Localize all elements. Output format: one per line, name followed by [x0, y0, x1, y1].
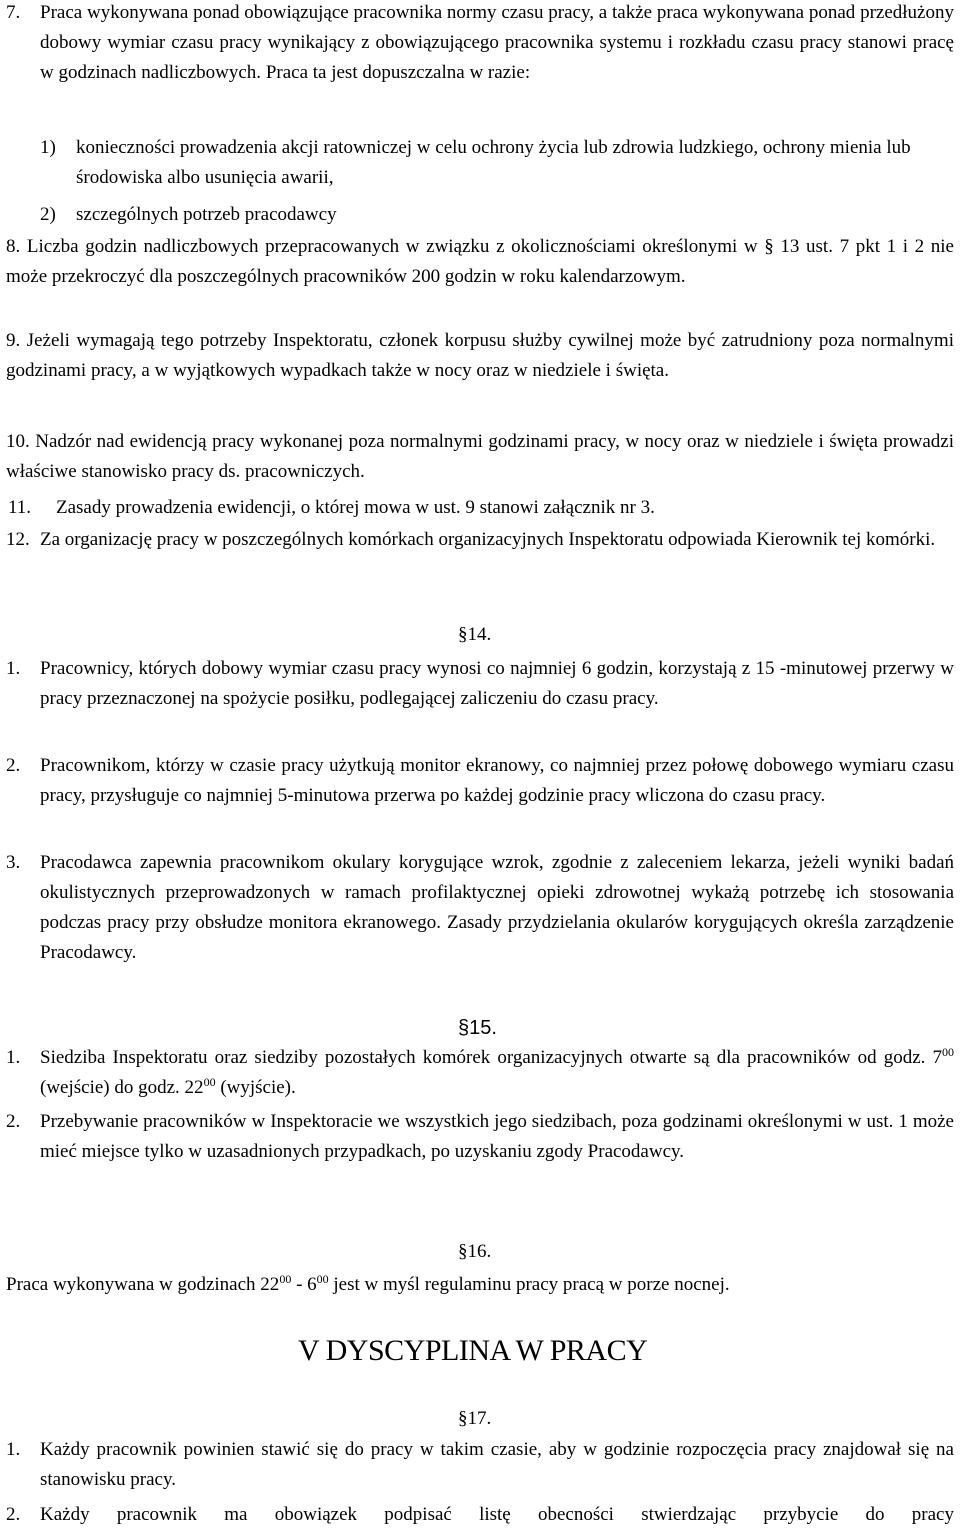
- section-15-item-1: 1. Siedziba Inspektoratu oraz siedziby pozostałych komórek organizacyjnych otwarte są dla pracowników od godz. $7^{00}$ (wejście) do godz. $22^{00}$ (wyjście).: [6, 1045, 954, 1098]
- paragraph-8: 8. Liczba godzin nadliczbowych przepracowanych w związku z okolicznościami określonymi w § 13 ust. 7 pkt 1 i 2 nie może przekroczyć dla poszczególnych pracowników 200 godzin w roku kalendarzowym.: [6, 236, 954, 287]
- paragraph-10: 10. Nadzór nad ewidencją pracy wykonanej poza normalnymi godzinami pracy, w nocy oraz w niedziele i święta prowadzi właściwe stanowisko pracy ds. pracowniczych.: [6, 431, 954, 482]
- section-16-text: Praca wykonywana w godzinach $22^{00} - 6^{00}$ jest w myśl regulaminu pracy pracą w porze nocnej.: [6, 1272, 730, 1295]
- paragraph-7-number: 7.: [6, 2, 21, 23]
- paragraph-9: 9. Jeżeli wymagają tego potrzeby Inspektoratu, członek korpusu służby cywilnej może być zatrudniony poza normalnymi godzinami pracy, a w wyjątkowych wypadkach także w nocy oraz w niedziele i święta.: [6, 330, 954, 381]
- section-17-item-2: 2. Każdy pracownik ma obowiązek podpisać listę obecności stwierdzając przybycie do pracy: [6, 1504, 954, 1525]
- paragraph-7-continuation: Praca ta jest dopuszczalna w razie:: [265, 62, 531, 83]
- paragraph-7-item-1: 1) konieczności prowadzenia akcji ratowniczej w celu ochrony życia lub zdrowia ludzkiego, ochrony mienia lub środowiska albo usunięcia awarii,: [40, 137, 911, 188]
- section-14-item-1: 1. Pracownicy, których dobowy wymiar czasu pracy wynosi co najmniej 6 godzin, korzystają z 15 -minutowej przerwy w pracy przeznaczonej na spożycie posiłku, podlegającej zaliczeniu do czasu pracy.: [6, 658, 954, 709]
- paragraph-7: [6, 0, 954, 88]
- section-14-item-3: 3. Pracodawca zapewnia pracownikom okulary korygujące wzrok, zgodnie z zaleceniem lekarza, jeżeli wyniki badań okulistycznych przeprowadzonych w ramach profilaktycznej opieki zdrowotnej wykażą potrzebę ich stosowania podczas pracy przy obsłudze monitora ekranowego. Zasady przydzielania okularów korygujących określa zarządzenie Pracodawcy.: [6, 852, 954, 963]
- section-14-heading: §14.: [458, 624, 492, 645]
- section-15-item-2: 2. Przebywanie pracowników w Inspektoracie we wszystkich jego siedzibach, poza godzinami określonymi w ust. 1 może mieć miejsce tylko w uzasadnionych przypadkach, po uzyskaniu zgody Pracodawcy.: [6, 1111, 954, 1162]
- section-17-heading: §17.: [458, 1408, 492, 1429]
- chapter-title: V DYSCYPLINA W PRACY: [298, 1334, 648, 1367]
- section-16-heading: §16.: [458, 1241, 492, 1262]
- paragraph-7-item-2: 2) szczególnych potrzeb pracodawcy: [40, 204, 337, 225]
- section-14-item-2: 2. Pracownikom, którzy w czasie pracy użytkują monitor ekranowy, co najmniej przez połowę dobowego wymiaru czasu pracy, przysługuje co najmniej 5-minutowa przerwa po każdej godzinie pracy wliczona do czasu pracy.: [6, 755, 954, 806]
- paragraph-12: 12. Za organizację pracy w poszczególnych komórkach organizacyjnych Inspektoratu odpowiada Kierownik tej komórki.: [6, 529, 936, 550]
- paragraph-11: 11. Zasady prowadzenia ewidencji, o której mowa w ust. 9 stanowi załącznik nr 3.: [8, 497, 655, 518]
- paragraph-7-text: Praca wykonywana ponad obowiązujące pracownika normy czasu pracy, a także praca wykonywana ponad przedłużony dobowy wymiar czasu pracy wynikający z obowiązującego pracownika systemu i rozkładu czasu pracy stanowi pracę w godzinach nadliczbowych.: [40, 2, 954, 83]
- section-17-item-1: 1. Każdy pracownik powinien stawić się do pracy w takim czasie, aby w godzinie rozpoczęcia pracy znajdował się na stanowisku pracy.: [6, 1439, 954, 1490]
- section-15-heading: §15.: [458, 1017, 497, 1039]
